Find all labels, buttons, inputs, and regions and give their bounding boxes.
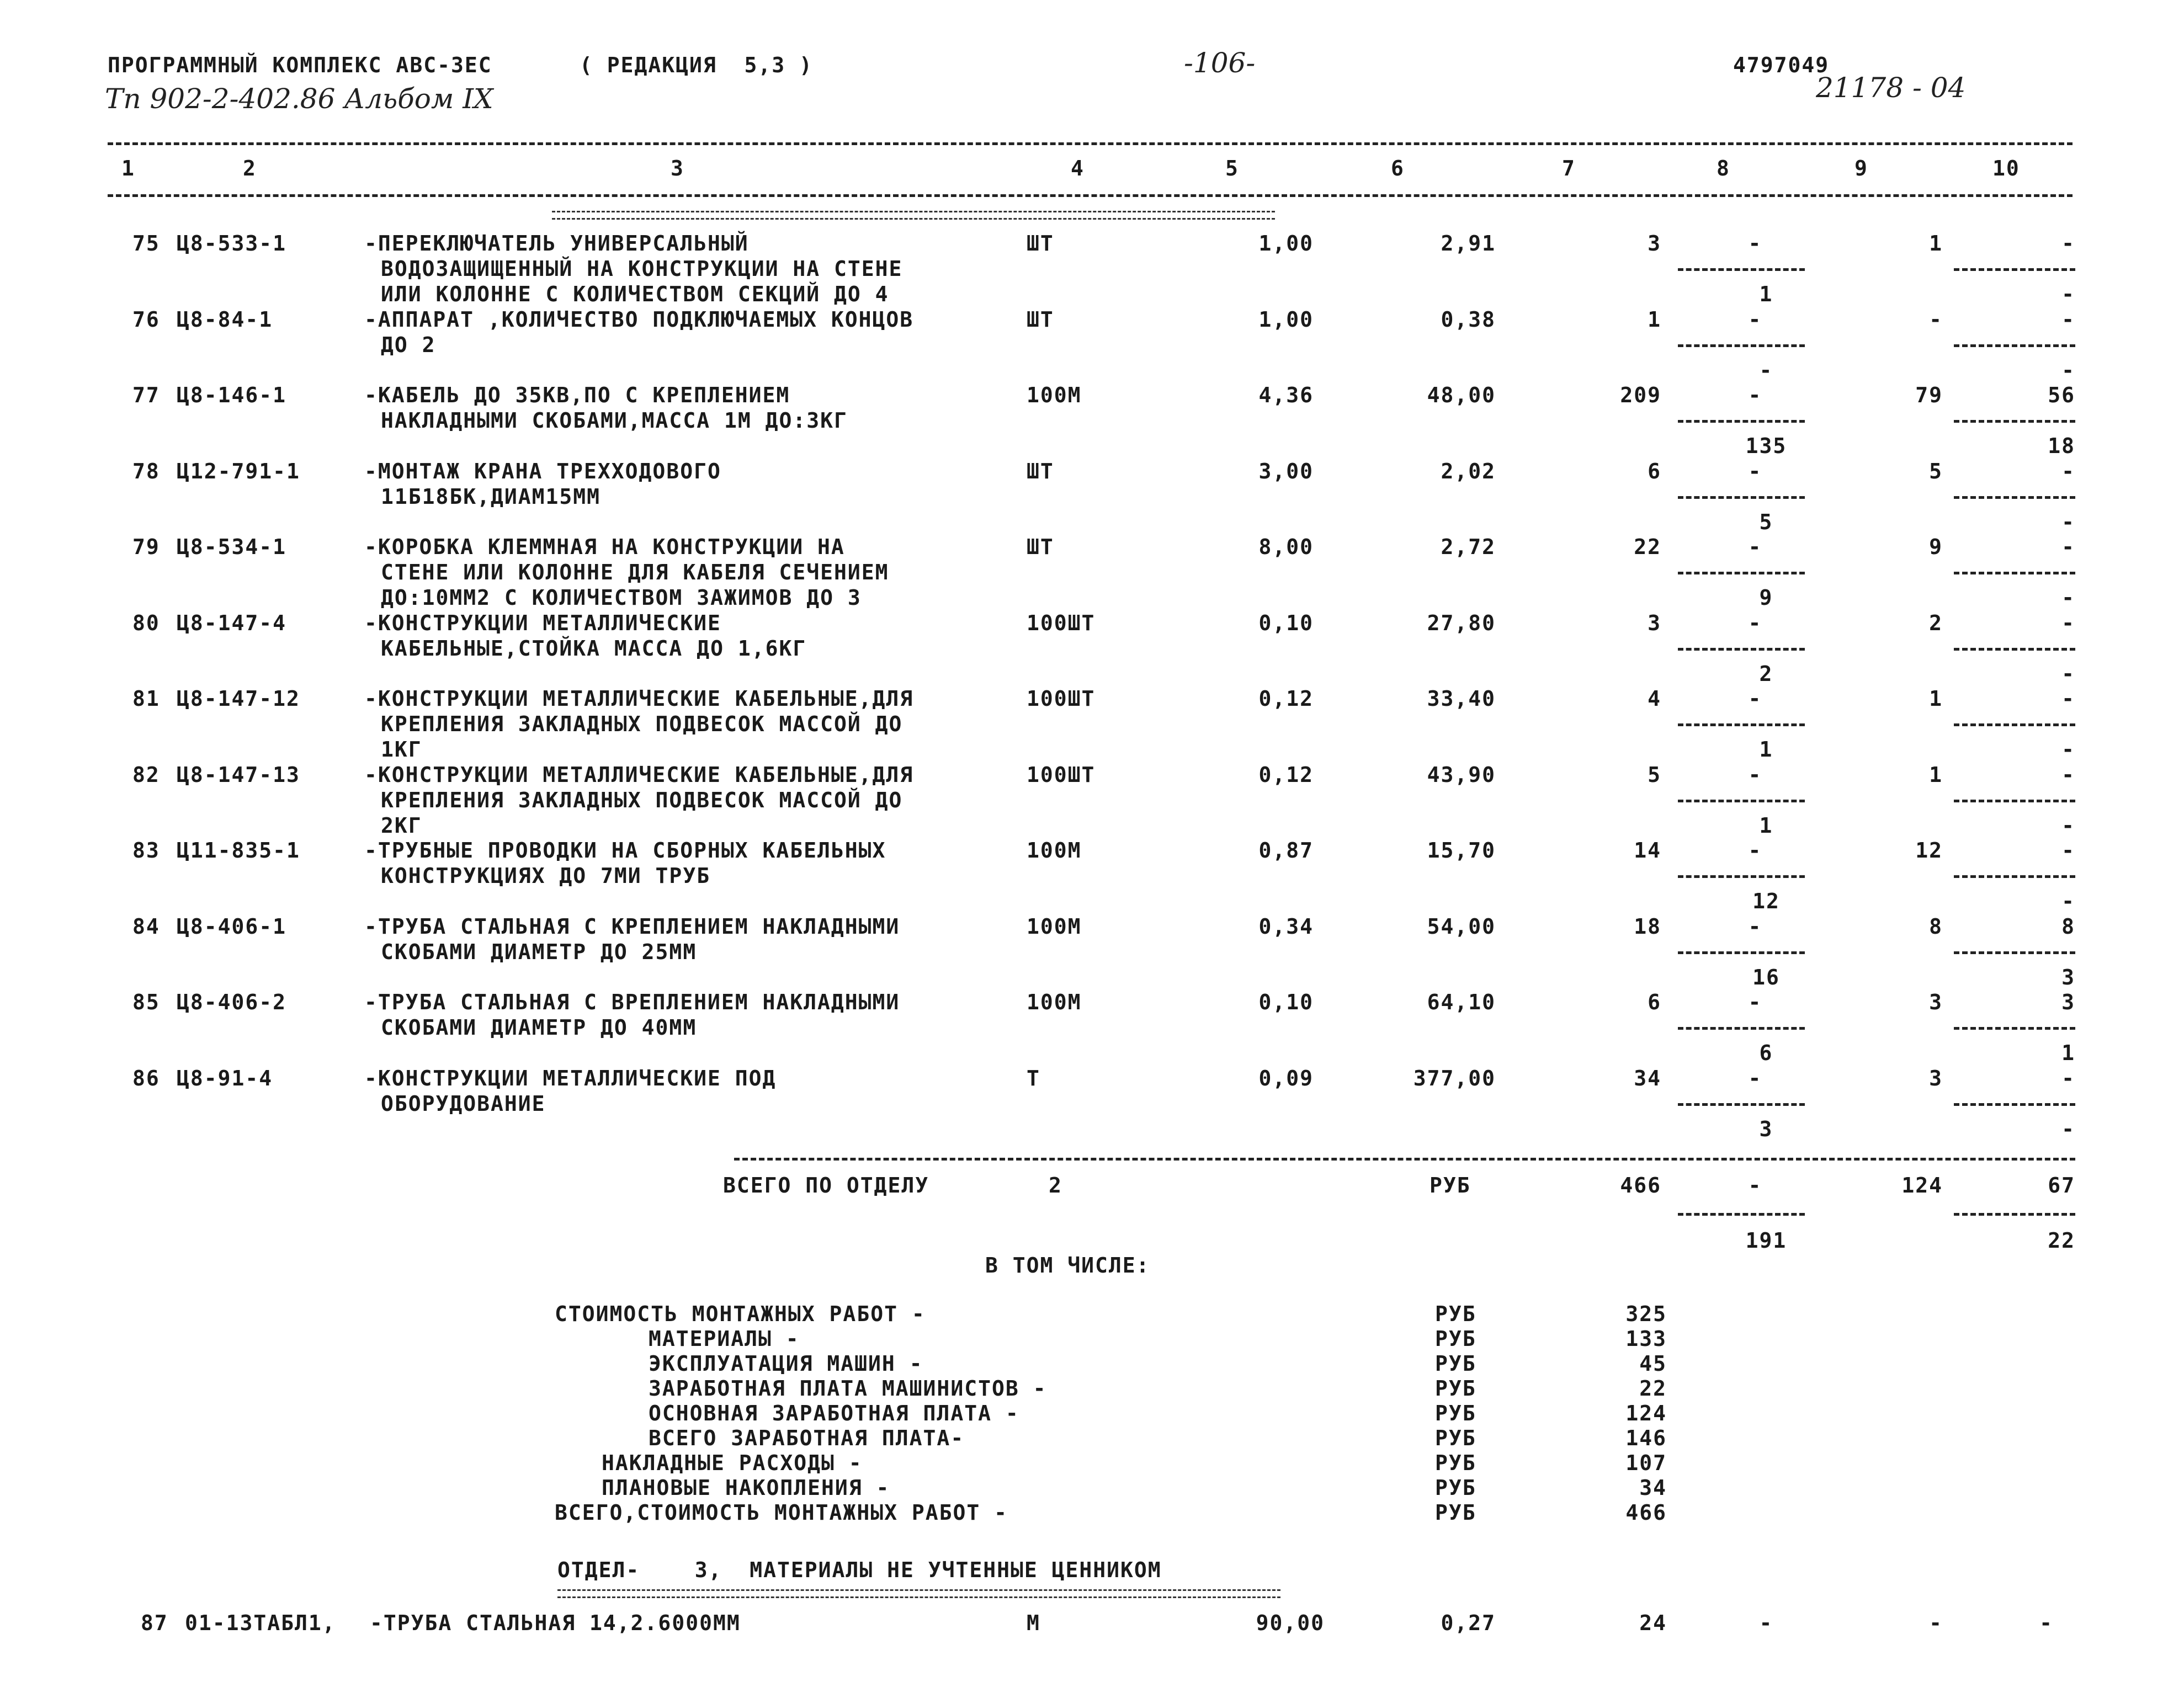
row-col9: 1 xyxy=(1929,686,1943,711)
section3-row-qty: 90,00 xyxy=(1256,1611,1325,1635)
row-description-line: -КОНСТРУКЦИИ МЕТАЛЛИЧЕСКИЕ xyxy=(364,611,721,635)
breakdown-value: 466 xyxy=(1625,1500,1667,1525)
row-code: Ц8-406-1 xyxy=(177,914,287,939)
row-description-line: КОНСТРУКЦИЯХ ДО 7МИ ТРУБ xyxy=(381,864,711,888)
section3-rule xyxy=(557,1589,1280,1598)
row-col8: - xyxy=(1748,763,1762,787)
row-number: 78 xyxy=(132,459,160,483)
row-code: Ц8-147-13 xyxy=(177,763,300,787)
row-description-line: -АППАРАТ ,КОЛИЧЕСТВО ПОДКЛЮЧАЕМЫХ КОНЦОВ xyxy=(364,307,914,332)
row-col9: 12 xyxy=(1915,838,1943,863)
row-col10: - xyxy=(2061,686,2075,711)
row-col10-sub: - xyxy=(2061,585,2075,610)
section-rule xyxy=(552,211,1275,220)
handwritten-code: 21178 - 04 xyxy=(1816,72,1966,104)
row-unit: ШТ xyxy=(1027,307,1054,332)
section-total-col8-rule xyxy=(1678,1213,1805,1216)
row-code: Ц8-146-1 xyxy=(177,383,287,407)
row-description-line: -КОНСТРУКЦИИ МЕТАЛЛИЧЕСКИЕ КАБЕЛЬНЫЕ,ДЛЯ xyxy=(364,686,914,711)
row-total: 4 xyxy=(1648,686,1661,711)
row-qty: 0,10 xyxy=(1258,611,1314,635)
row-description-line: ДО 2 xyxy=(381,333,436,357)
row-price: 54,00 xyxy=(1427,914,1496,939)
row-description-line: -ТРУБА СТАЛЬНАЯ С ВРЕПЛЕНИЕМ НАКЛАДНЫМИ xyxy=(364,990,900,1014)
section3-row-col10: - xyxy=(2039,1611,2053,1635)
row-qty: 3,00 xyxy=(1258,459,1314,483)
section3-row-unit: М xyxy=(1027,1611,1040,1635)
section3-row-total: 24 xyxy=(1639,1611,1667,1635)
row-col8-rule xyxy=(1678,875,1805,878)
row-price: 33,40 xyxy=(1427,686,1496,711)
including-label: В ТОМ ЧИСЛЕ: xyxy=(985,1253,1150,1278)
section-total-col8: - xyxy=(1748,1173,1762,1197)
row-description-line: 2КГ xyxy=(381,813,422,838)
row-col8-sub: 2 xyxy=(1759,662,1773,686)
row-description-line: -КОНСТРУКЦИИ МЕТАЛЛИЧЕСКИЕ ПОД xyxy=(364,1066,777,1090)
section-total-col10: 67 xyxy=(2048,1173,2075,1197)
section-total-col10-rule xyxy=(1954,1213,2075,1216)
row-unit: 100М xyxy=(1027,838,1082,863)
row-price: 2,72 xyxy=(1441,535,1496,559)
row-qty: 8,00 xyxy=(1258,535,1314,559)
row-col10-rule xyxy=(1954,1027,2075,1030)
row-col9: 5 xyxy=(1929,459,1943,483)
row-col8-rule xyxy=(1678,648,1805,651)
row-number: 83 xyxy=(132,838,160,863)
breakdown-unit: РУБ xyxy=(1435,1327,1476,1351)
header-top-rule xyxy=(108,142,2073,145)
row-price: 43,90 xyxy=(1427,763,1496,787)
row-unit: 100ШТ xyxy=(1027,763,1096,787)
row-col10-rule xyxy=(1954,1103,2075,1106)
row-col10-rule xyxy=(1954,572,2075,574)
row-qty: 1,00 xyxy=(1258,307,1314,332)
row-col10-sub: - xyxy=(2061,510,2075,534)
row-col10: - xyxy=(2061,611,2075,635)
row-unit: ШТ xyxy=(1027,535,1054,559)
row-col8-rule xyxy=(1678,572,1805,574)
breakdown-value: 146 xyxy=(1625,1426,1667,1450)
row-description-line: КАБЕЛЬНЫЕ,СТОЙКА МАССА ДО 1,6КГ xyxy=(381,636,807,661)
row-col9: 1 xyxy=(1929,763,1943,787)
row-col10-sub: - xyxy=(2061,813,2075,838)
row-number: 76 xyxy=(132,307,160,332)
column-header-3: 3 xyxy=(671,156,684,180)
row-unit: 100М xyxy=(1027,990,1082,1014)
row-col8-sub: 16 xyxy=(1752,965,1780,989)
row-description-line: -КАБЕЛЬ ДО 35КВ,ПО С КРЕПЛЕНИЕМ xyxy=(364,383,790,407)
breakdown-unit: РУБ xyxy=(1435,1401,1476,1425)
row-col8-sub: 12 xyxy=(1752,889,1780,913)
row-col8: - xyxy=(1748,307,1762,332)
breakdown-unit: РУБ xyxy=(1435,1476,1476,1500)
row-price: 377,00 xyxy=(1413,1066,1496,1090)
row-col10-sub: - xyxy=(2061,282,2075,306)
row-col10-sub: 1 xyxy=(2061,1041,2075,1065)
row-col8-rule xyxy=(1678,723,1805,726)
row-qty: 0,10 xyxy=(1258,990,1314,1014)
row-col10-sub: - xyxy=(2061,358,2075,382)
row-total: 3 xyxy=(1648,231,1661,256)
section-total-number: 2 xyxy=(1049,1173,1062,1197)
row-col10-rule xyxy=(1954,800,2075,802)
row-code: Ц8-533-1 xyxy=(177,231,287,256)
document-number: 4797049 xyxy=(1733,53,1830,77)
row-number: 81 xyxy=(132,686,160,711)
row-price: 0,38 xyxy=(1441,307,1496,332)
breakdown-label: ПЛАНОВЫЕ НАКОПЛЕНИЯ - xyxy=(602,1476,890,1500)
row-col8-sub: 135 xyxy=(1745,434,1787,458)
row-col10: - xyxy=(2061,459,2075,483)
row-number: 86 xyxy=(132,1066,160,1090)
handwritten-reference: Тп 902-2-402.86 Альбом IX xyxy=(105,83,493,115)
row-code: Ц8-147-4 xyxy=(177,611,287,635)
breakdown-value: 34 xyxy=(1639,1476,1667,1500)
row-col10-rule xyxy=(1954,420,2075,423)
row-total: 209 xyxy=(1620,383,1661,407)
column-header-2: 2 xyxy=(243,156,257,180)
row-col8-rule xyxy=(1678,420,1805,423)
row-col9: 2 xyxy=(1929,611,1943,635)
breakdown-unit: РУБ xyxy=(1435,1426,1476,1450)
row-col8-sub: 3 xyxy=(1759,1117,1773,1141)
row-qty: 0,12 xyxy=(1258,686,1314,711)
row-unit: ШТ xyxy=(1027,231,1054,256)
row-unit: 100ШТ xyxy=(1027,686,1096,711)
row-price: 2,91 xyxy=(1441,231,1496,256)
breakdown-label: ВСЕГО ЗАРАБОТНАЯ ПЛАТА- xyxy=(649,1426,965,1450)
row-code: Ц11-835-1 xyxy=(177,838,300,863)
row-col8: - xyxy=(1748,1066,1762,1090)
breakdown-value: 22 xyxy=(1639,1376,1667,1401)
row-code: Ц8-534-1 xyxy=(177,535,287,559)
row-description-line: 11Б18БК,ДИАМ15ММ xyxy=(381,485,601,509)
row-qty: 0,09 xyxy=(1258,1066,1314,1090)
breakdown-label: ВСЕГО,СТОИМОСТЬ МОНТАЖНЫХ РАБОТ - xyxy=(555,1500,1008,1525)
section-total-sum: 466 xyxy=(1620,1173,1661,1197)
row-col10-rule xyxy=(1954,344,2075,347)
row-col8: - xyxy=(1748,838,1762,863)
row-col8-sub: 1 xyxy=(1759,737,1773,762)
row-col9: 3 xyxy=(1929,1066,1943,1090)
row-col10-rule xyxy=(1954,496,2075,499)
column-header-10: 10 xyxy=(1992,156,2020,180)
row-description-line: ОБОРУДОВАНИЕ xyxy=(381,1092,546,1116)
row-col10: - xyxy=(2061,1066,2075,1090)
row-col8-sub: 5 xyxy=(1759,510,1773,534)
row-col10: - xyxy=(2061,231,2075,256)
row-col10-sub: - xyxy=(2061,1117,2075,1141)
row-col10: 3 xyxy=(2061,990,2075,1014)
section3-row-col9: - xyxy=(1929,1611,1943,1635)
row-col9: 9 xyxy=(1929,535,1943,559)
row-number: 82 xyxy=(132,763,160,787)
row-col10-sub: - xyxy=(2061,737,2075,762)
breakdown-unit: РУБ xyxy=(1435,1302,1476,1326)
row-price: 48,00 xyxy=(1427,383,1496,407)
row-col8-sub: 6 xyxy=(1759,1041,1773,1065)
breakdown-label: НАКЛАДНЫЕ РАСХОДЫ - xyxy=(602,1451,863,1475)
row-col8-rule xyxy=(1678,800,1805,802)
row-total: 6 xyxy=(1648,990,1661,1014)
column-header-4: 4 xyxy=(1071,156,1085,180)
row-total: 3 xyxy=(1648,611,1661,635)
row-code: Ц8-91-4 xyxy=(177,1066,273,1090)
breakdown-label: ОСНОВНАЯ ЗАРАБОТНАЯ ПЛАТА - xyxy=(649,1401,1019,1425)
row-description-line: ДО:10ММ2 С КОЛИЧЕСТВОМ ЗАЖИМОВ ДО 3 xyxy=(381,585,862,610)
row-col9: 79 xyxy=(1915,383,1943,407)
row-number: 85 xyxy=(132,990,160,1014)
row-col10: - xyxy=(2061,763,2075,787)
row-code: Ц8-84-1 xyxy=(177,307,273,332)
row-price: 64,10 xyxy=(1427,990,1496,1014)
row-col8-sub: 1 xyxy=(1759,282,1773,306)
breakdown-unit: РУБ xyxy=(1435,1500,1476,1525)
section3-row-code: 01-13ТАБЛ1, xyxy=(185,1611,336,1635)
row-description-line: -КОРОБКА КЛЕММНАЯ НА КОНСТРУКЦИИ НА xyxy=(364,535,845,559)
row-col10-rule xyxy=(1954,648,2075,651)
row-total: 34 xyxy=(1634,1066,1661,1090)
column-header-6: 6 xyxy=(1391,156,1405,180)
row-col8: - xyxy=(1748,611,1762,635)
row-description-line: 1КГ xyxy=(381,737,422,762)
row-col8-sub: 1 xyxy=(1759,813,1773,838)
row-qty: 4,36 xyxy=(1258,383,1314,407)
row-col9: - xyxy=(1929,307,1943,332)
row-code: Ц12-791-1 xyxy=(177,459,300,483)
row-code: Ц8-406-2 xyxy=(177,990,287,1014)
row-price: 2,02 xyxy=(1441,459,1496,483)
row-description-line: ИЛИ КОЛОННЕ С КОЛИЧЕСТВОМ СЕКЦИЙ ДО 4 xyxy=(381,282,889,306)
breakdown-value: 124 xyxy=(1625,1401,1667,1425)
row-col8: - xyxy=(1748,383,1762,407)
edition-label: ( РЕДАКЦИЯ 5,3 ) xyxy=(580,53,813,77)
row-unit: 100М xyxy=(1027,383,1082,407)
row-total: 6 xyxy=(1648,459,1661,483)
row-col8: - xyxy=(1748,914,1762,939)
section-total-unit: РУБ xyxy=(1430,1173,1471,1197)
row-description-line: КРЕПЛЕНИЯ ЗАКЛАДНЫХ ПОДВЕСОК МАССОЙ ДО xyxy=(381,712,903,736)
row-qty: 0,34 xyxy=(1258,914,1314,939)
row-qty: 0,12 xyxy=(1258,763,1314,787)
row-col9: 3 xyxy=(1929,990,1943,1014)
row-number: 84 xyxy=(132,914,160,939)
row-col8: - xyxy=(1748,535,1762,559)
row-description-line: ВОДОЗАЩИЩЕННЫЙ НА КОНСТРУКЦИИ НА СТЕНЕ xyxy=(381,257,903,281)
row-description-line: СКОБАМИ ДИАМЕТР ДО 40ММ xyxy=(381,1015,697,1040)
row-col10-rule xyxy=(1954,723,2075,726)
row-col8-rule xyxy=(1678,951,1805,954)
row-price: 15,70 xyxy=(1427,838,1496,863)
row-description-line: -ТРУБА СТАЛЬНАЯ С КРЕПЛЕНИЕМ НАКЛАДНЫМИ xyxy=(364,914,900,939)
row-col9: 1 xyxy=(1929,231,1943,256)
row-col8-rule xyxy=(1678,344,1805,347)
row-col10: - xyxy=(2061,307,2075,332)
column-header-1: 1 xyxy=(121,156,135,180)
row-description-line: -МОНТАЖ КРАНА ТРЕХХОДОВОГО xyxy=(364,459,721,483)
row-col8: - xyxy=(1748,459,1762,483)
row-col10: - xyxy=(2061,838,2075,863)
column-header-7: 7 xyxy=(1562,156,1576,180)
row-col10: 8 xyxy=(2061,914,2075,939)
section-total-col9: 124 xyxy=(1901,1173,1943,1197)
row-col8-rule xyxy=(1678,268,1805,271)
row-col10: - xyxy=(2061,535,2075,559)
row-unit: Т xyxy=(1027,1066,1040,1090)
row-description-line: -ТРУБНЫЕ ПРОВОДКИ НА СБОРНЫХ КАБЕЛЬНЫХ xyxy=(364,838,886,863)
program-title: ПРОГРАММНЫЙ КОМПЛЕКС АВС-3ЕС xyxy=(108,53,492,77)
row-col10-rule xyxy=(1954,268,2075,271)
breakdown-value: 107 xyxy=(1625,1451,1667,1475)
row-description-line: -ПЕРЕКЛЮЧАТЕЛЬ УНИВЕРСАЛЬНЫЙ xyxy=(364,231,749,256)
column-header-5: 5 xyxy=(1225,156,1239,180)
row-description-line: СКОБАМИ ДИАМЕТР ДО 25ММ xyxy=(381,940,697,964)
row-col9: 8 xyxy=(1929,914,1943,939)
section3-row-col8: - xyxy=(1759,1611,1773,1635)
section3-row-number: 87 xyxy=(141,1611,168,1635)
total-rule xyxy=(734,1158,2075,1161)
row-col8-sub: 9 xyxy=(1759,585,1773,610)
row-col8: - xyxy=(1748,686,1762,711)
row-col10-rule xyxy=(1954,875,2075,878)
breakdown-value: 45 xyxy=(1639,1351,1667,1376)
row-col8: - xyxy=(1748,990,1762,1014)
row-col8-rule xyxy=(1678,1103,1805,1106)
row-total: 1 xyxy=(1648,307,1661,332)
row-col10-sub: 3 xyxy=(2061,965,2075,989)
breakdown-unit: РУБ xyxy=(1435,1351,1476,1376)
row-unit: ШТ xyxy=(1027,459,1054,483)
header-bottom-rule xyxy=(108,194,2073,197)
breakdown-label: СТОИМОСТЬ МОНТАЖНЫХ РАБОТ - xyxy=(555,1302,926,1326)
row-col10-sub: - xyxy=(2061,662,2075,686)
section3-row-description: -ТРУБА СТАЛЬНАЯ 14,2.6000ММ xyxy=(370,1611,741,1635)
row-total: 18 xyxy=(1634,914,1661,939)
row-price: 27,80 xyxy=(1427,611,1496,635)
row-code: Ц8-147-12 xyxy=(177,686,300,711)
row-description-line: -КОНСТРУКЦИИ МЕТАЛЛИЧЕСКИЕ КАБЕЛЬНЫЕ,ДЛЯ xyxy=(364,763,914,787)
breakdown-unit: РУБ xyxy=(1435,1451,1476,1475)
breakdown-value: 133 xyxy=(1625,1327,1667,1351)
breakdown-label: ЭКСПЛУАТАЦИЯ МАШИН - xyxy=(649,1351,923,1376)
row-unit: 100ШТ xyxy=(1027,611,1096,635)
row-col8: - xyxy=(1748,231,1762,256)
section3-title: ОТДЕЛ- 3, МАТЕРИАЛЫ НЕ УЧТЕННЫЕ ЦЕННИКОМ xyxy=(557,1558,1162,1582)
section-total-col10-sub: 22 xyxy=(2048,1228,2075,1253)
row-col10: 56 xyxy=(2048,383,2075,407)
row-number: 77 xyxy=(132,383,160,407)
row-col8-rule xyxy=(1678,496,1805,499)
breakdown-label: ЗАРАБОТНАЯ ПЛАТА МАШИНИСТОВ - xyxy=(649,1376,1047,1401)
row-col10-rule xyxy=(1954,951,2075,954)
row-number: 79 xyxy=(132,535,160,559)
row-description-line: НАКЛАДНЫМИ СКОБАМИ,МАССА 1М ДО:3КГ xyxy=(381,408,848,433)
breakdown-value: 325 xyxy=(1625,1302,1667,1326)
section3-row-price: 0,27 xyxy=(1441,1611,1496,1635)
row-number: 75 xyxy=(132,231,160,256)
section-total-col8-sub: 191 xyxy=(1745,1228,1787,1253)
row-unit: 100М xyxy=(1027,914,1082,939)
row-qty: 0,87 xyxy=(1258,838,1314,863)
breakdown-unit: РУБ xyxy=(1435,1376,1476,1401)
row-col10-sub: - xyxy=(2061,889,2075,913)
row-number: 80 xyxy=(132,611,160,635)
row-description-line: СТЕНЕ ИЛИ КОЛОННЕ ДЛЯ КАБЕЛЯ СЕЧЕНИЕМ xyxy=(381,560,889,584)
row-total: 14 xyxy=(1634,838,1661,863)
row-col8-rule xyxy=(1678,1027,1805,1030)
breakdown-label: МАТЕРИАЛЫ - xyxy=(649,1327,800,1351)
row-total: 5 xyxy=(1648,763,1661,787)
row-qty: 1,00 xyxy=(1258,231,1314,256)
row-total: 22 xyxy=(1634,535,1661,559)
row-col10-sub: 18 xyxy=(2048,434,2075,458)
row-col8-sub: - xyxy=(1759,358,1773,382)
column-header-9: 9 xyxy=(1854,156,1868,180)
column-header-8: 8 xyxy=(1717,156,1730,180)
page-number: -106- xyxy=(1184,47,1256,79)
section-total-label: ВСЕГО ПО ОТДЕЛУ xyxy=(723,1173,929,1197)
row-description-line: КРЕПЛЕНИЯ ЗАКЛАДНЫХ ПОДВЕСОК МАССОЙ ДО xyxy=(381,788,903,812)
